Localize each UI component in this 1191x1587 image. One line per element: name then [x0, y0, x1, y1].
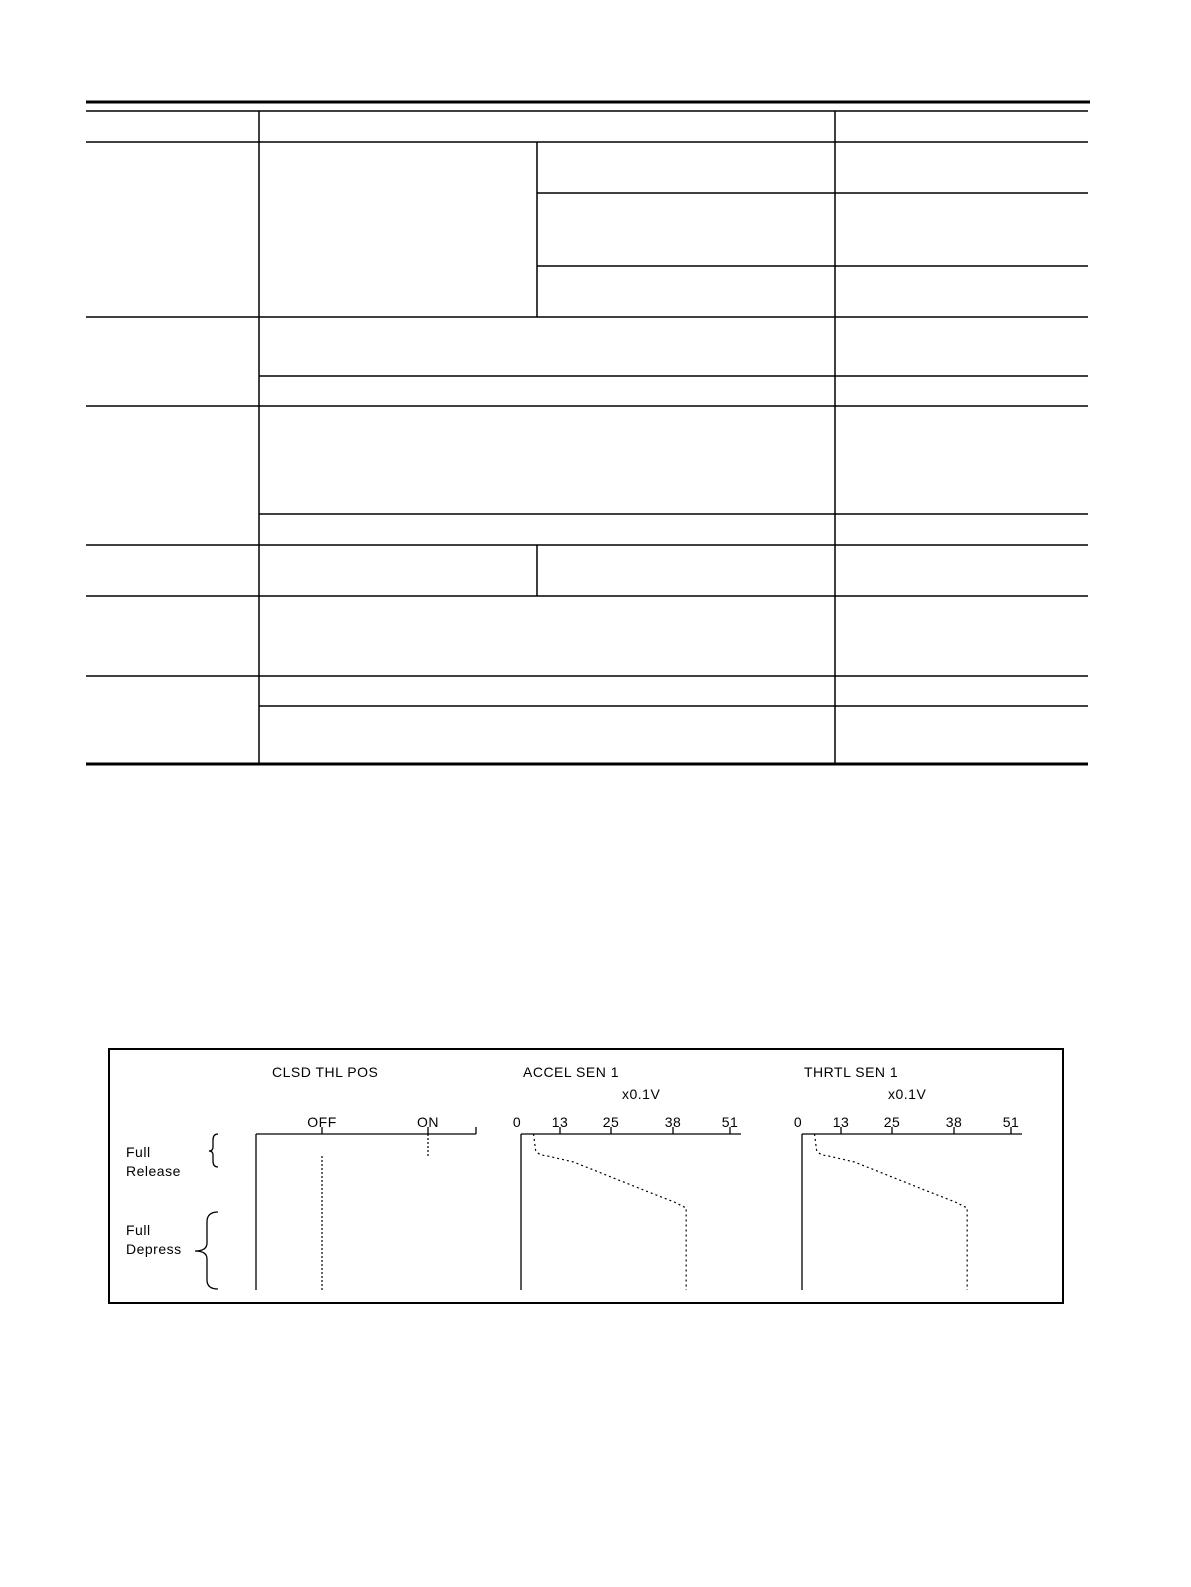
accel-tick-label: 25 [602, 1114, 620, 1130]
thrtl-tick-label: 25 [883, 1114, 901, 1130]
thrtl-tick-label: 38 [945, 1114, 963, 1130]
accel-tick-label: 0 [512, 1114, 522, 1130]
row-label-full-release-2: Release [126, 1163, 181, 1179]
brace-full-release [209, 1134, 218, 1167]
thrtl-tick-label: 51 [1002, 1114, 1020, 1130]
chart-title-accel-sen-1: ACCEL SEN 1 [523, 1064, 620, 1080]
accel-tick-label: 13 [551, 1114, 569, 1130]
chart-unit-accel: x0.1V [622, 1086, 661, 1102]
chart-unit-thrtl: x0.1V [888, 1086, 927, 1102]
thrtl-trace [815, 1134, 968, 1290]
accel-tick-label: 51 [721, 1114, 739, 1130]
accel-trace [534, 1134, 687, 1290]
chart-title-thrtl-sen-1: THRTL SEN 1 [804, 1064, 899, 1080]
chart-title-clsd-thl-pos: CLSD THL POS [272, 1064, 379, 1080]
thrtl-tick-label: 13 [832, 1114, 850, 1130]
tick-label-on: ON [417, 1114, 439, 1130]
thrtl-tick-label: 0 [793, 1114, 803, 1130]
row-label-full-release-1: Full [126, 1144, 151, 1160]
brace-full-depress [195, 1212, 218, 1289]
row-label-full-depress-1: Full [126, 1222, 151, 1238]
accel-tick-label: 38 [664, 1114, 682, 1130]
tick-label-off: OFF [307, 1114, 337, 1130]
sensor-chart-figure [108, 1048, 1064, 1304]
row-label-full-depress-2: Depress [126, 1241, 182, 1257]
